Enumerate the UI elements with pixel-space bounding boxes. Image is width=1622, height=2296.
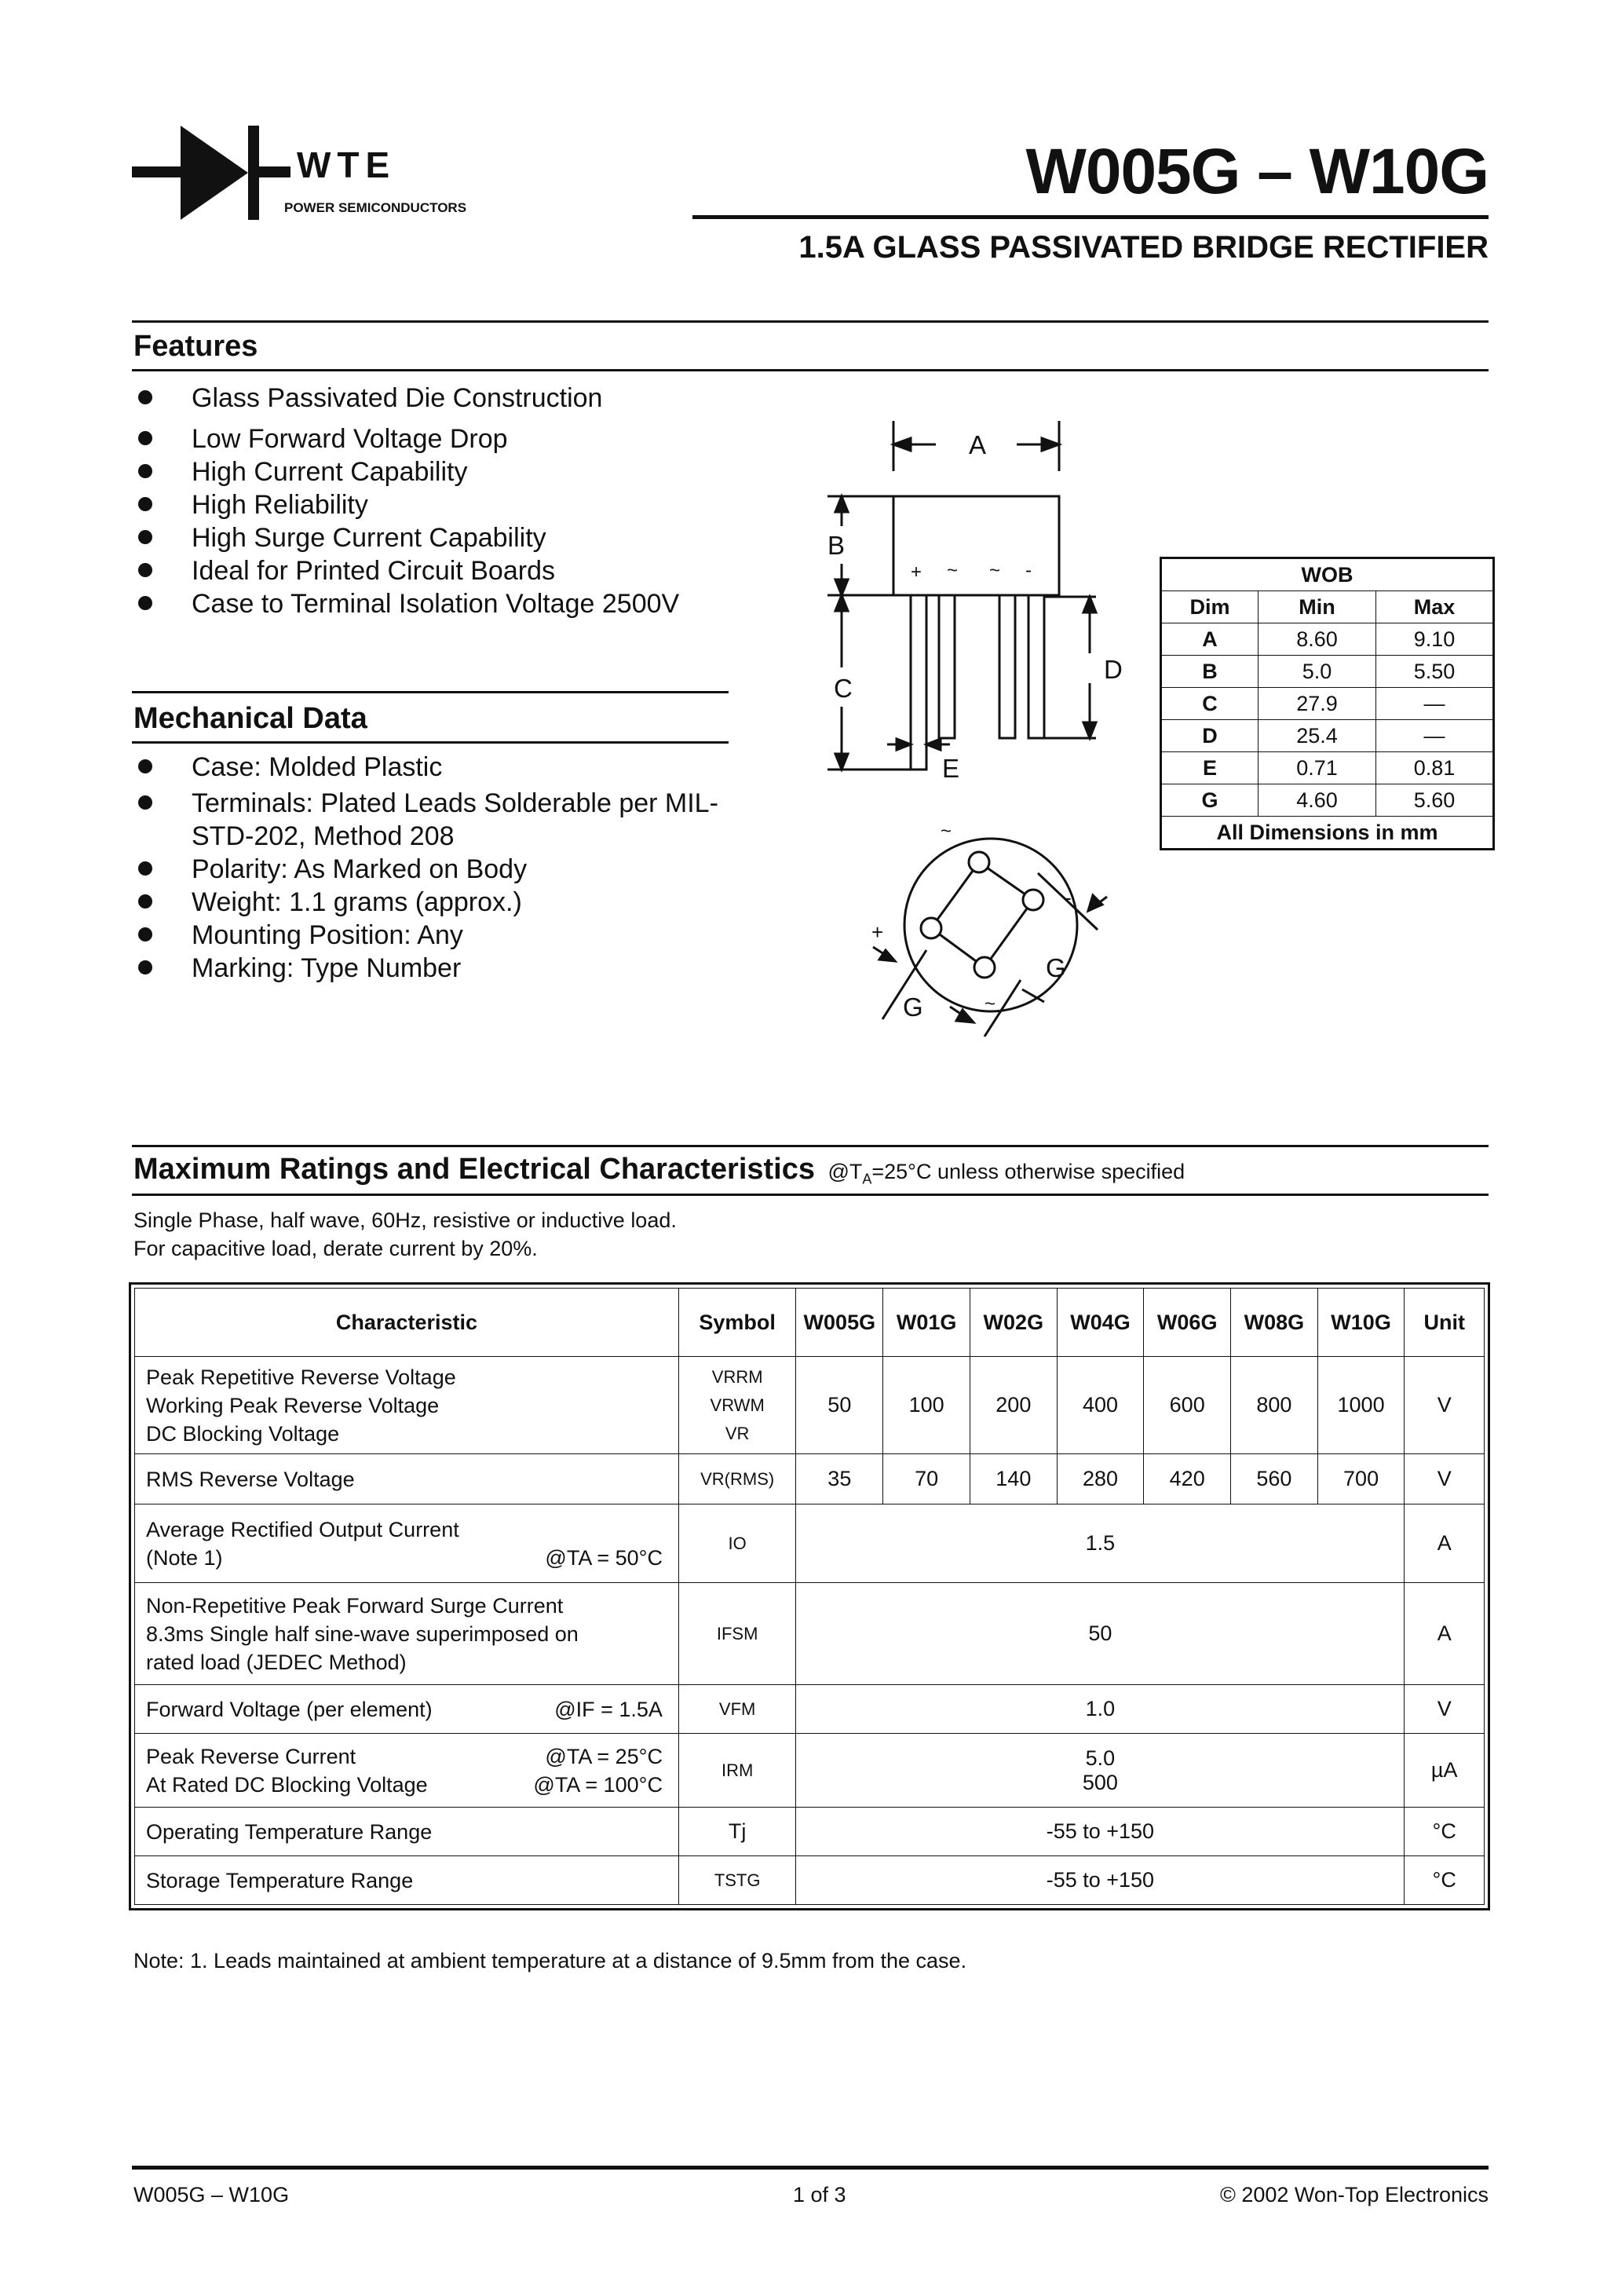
pin-minus-label: - [1065,886,1072,909]
unit-cell: °C [1405,1856,1485,1905]
pin-ac-label: ~ [985,993,996,1015]
table-row [135,1357,1485,1454]
characteristic-cell: Operating Temperature Range [135,1808,679,1856]
brand-name: WTE [297,144,396,185]
table-cell: 4.60 [1259,784,1376,817]
column-header: Dim [1161,591,1259,623]
column-header: W08G [1231,1289,1318,1357]
value-cell: 1000 [1317,1357,1405,1454]
table-header-row [135,1289,1485,1357]
condition-label: @TA = 50°C [545,1545,663,1570]
value-cell: 700 [1317,1454,1405,1504]
table-row [1161,752,1494,784]
column-header: Min [1259,591,1376,623]
symbol-cell: IRM [678,1734,795,1808]
table-row [1161,623,1494,656]
ratings-notes [133,1206,677,1263]
package-name: WOB [1161,558,1494,591]
copyright: © 2002 Won-Top Electronics [1219,2183,1489,2206]
symbol-cell: VRRM VRWM VR [678,1357,795,1454]
unit-cell: A [1405,1583,1485,1685]
table-row [135,1583,1485,1685]
unit-cell: °C [1405,1808,1485,1856]
value-cell: 800 [1231,1357,1318,1454]
table-cell: — [1376,720,1494,752]
column-header: W01G [883,1289,970,1357]
table-cell: 5.0 [1259,656,1376,688]
value-cell: 400 [1057,1357,1144,1454]
value-cell: -55 to +150 [796,1856,1405,1905]
list-item: Polarity: As Marked on Body [133,853,730,886]
table-row [1161,784,1494,817]
value-cell: 1.0 [796,1685,1405,1734]
pin-minus-label: - [1025,560,1032,581]
dimensions-footer: All Dimensions in mm [1161,817,1494,850]
table-row [135,1685,1485,1734]
pin-plus-label: + [911,561,922,583]
unit-cell: µA [1405,1734,1485,1808]
list-item: Ideal for Printed Circuit Boards [133,554,777,587]
list-item: Glass Passivated Die Construction [133,382,777,415]
table-row [135,1856,1485,1905]
diode-logo-icon [132,119,477,229]
footnote: Note: 1. Leads maintained at ambient temperature at a distance of 9.5mm from the case. [133,1949,967,1972]
unit-cell: V [1405,1357,1485,1454]
table-cell: D [1161,720,1259,752]
ratings-condition: $@T_A=25^\circ C$ unless otherwise specified [827,1160,1185,1187]
dimensions-table [1160,557,1495,850]
dim-label-e: E [942,754,960,783]
divider [132,369,1489,371]
condition-label: @IF = 1.5A [554,1697,663,1721]
value-cell: 1.5 [796,1504,1405,1583]
value-cell: 35 [796,1454,883,1504]
mechanical-list [133,751,730,985]
table-cell: 27.9 [1259,688,1376,720]
value-cell: 50 [796,1583,1405,1685]
title-rule [692,215,1489,219]
dim-label-d: D [1104,655,1123,684]
list-item: High Reliability [133,488,777,521]
divider [132,1194,1489,1196]
value-cell: 280 [1057,1454,1144,1504]
unit-cell: V [1405,1454,1485,1504]
table-row [135,1808,1485,1856]
value-cell: 100 [883,1357,970,1454]
divider [132,741,729,744]
value-cell: 140 [970,1454,1057,1504]
table-cell: 25.4 [1259,720,1376,752]
characteristic-cell: Peak Reverse Current @TA = 25°C At Rated DC Blocking Voltage @TA = 100°C [135,1734,679,1808]
table-row [135,1734,1485,1808]
package-outline-diagram [801,408,1162,1060]
value-cell: 200 [970,1357,1057,1454]
column-header: W02G [970,1289,1057,1357]
list-item: Mounting Position: Any [133,919,730,952]
column-header: Unit [1405,1289,1485,1357]
value-cell: -55 to +150 [796,1808,1405,1856]
ratings-table-frame [129,1282,1490,1910]
table-cell: 0.81 [1376,752,1494,784]
characteristic-cell: RMS Reverse Voltage [135,1454,679,1504]
list-item: Terminals: Plated Leads Solderable per MIL-STD-202, Method 208 [133,787,730,853]
pin-ac-label: ~ [941,821,952,842]
column-header: Max [1376,591,1494,623]
symbol-cell: IO [678,1504,795,1583]
column-header: W005G [796,1289,883,1357]
column-header: W06G [1144,1289,1231,1357]
condition-label: @TA = 25°C [545,1744,663,1768]
symbol-cell: Tj [678,1808,795,1856]
table-row [1161,656,1494,688]
dim-label-g: G [1046,953,1066,982]
value-cell: 50 [796,1357,883,1454]
page-title: W005G – W10G [1025,136,1489,207]
dim-label-g: G [903,993,923,1022]
table-row [135,1454,1485,1504]
features-list [133,382,777,620]
divider [132,1145,1489,1147]
table-row [1161,688,1494,720]
symbol-cell: VR(RMS) [678,1454,795,1504]
column-header: Symbol [678,1289,795,1357]
column-header: W04G [1057,1289,1144,1357]
list-item: High Surge Current Capability [133,521,777,554]
footer-rule [132,2166,1489,2170]
divider [132,691,729,693]
value-cell: 5.0 500 [796,1734,1405,1808]
characteristic-cell: Forward Voltage (per element) @IF = 1.5A [135,1685,679,1734]
pin-ac-label: ~ [947,560,959,581]
list-item: High Current Capability [133,455,777,488]
ratings-title: Maximum Ratings and Electrical Characteristics [133,1153,815,1186]
ratings-table [134,1288,1485,1905]
symbol-cell: IFSM [678,1583,795,1685]
wte-logo [132,119,477,229]
table-cell: 5.60 [1376,784,1494,817]
page-number: 1 of 3 [793,2183,846,2206]
ratings-heading [133,1153,1185,1187]
characteristic-cell: Average Rectified Output Current (Note 1) @TA = 50°C [135,1504,679,1583]
table-cell: 9.10 [1376,623,1494,656]
table-cell: 8.60 [1259,623,1376,656]
dim-label-b: B [827,531,846,560]
value-cell: 560 [1231,1454,1318,1504]
list-item: Weight: 1.1 grams (approx.) [133,886,730,919]
value-cell: 70 [883,1454,970,1504]
note-line: For capacitive load, derate current by 20%. [133,1237,538,1260]
list-item: Low Forward Voltage Drop [133,422,777,455]
table-cell: E [1161,752,1259,784]
footer-part: W005G – W10G [133,2183,290,2206]
characteristic-cell: Non-Repetitive Peak Forward Surge Current 8.3ms Single half sine-wave superimposed on rated load (JEDEC Method) [135,1583,679,1685]
symbol-cell: TSTG [678,1856,795,1905]
divider [132,320,1489,323]
features-title: Features [133,330,258,363]
characteristic-cell: Peak Repetitive Reverse Voltage Working Peak Reverse Voltage DC Blocking Voltage [135,1357,679,1454]
list-item: Marking: Type Number [133,952,730,985]
pin-ac-label: ~ [989,560,1001,581]
value-cell: 600 [1144,1357,1231,1454]
table-cell: C [1161,688,1259,720]
value-cell: 420 [1144,1454,1231,1504]
table-row [1161,720,1494,752]
table-cell: 0.71 [1259,752,1376,784]
condition-label: @TA = 100°C [533,1772,663,1797]
pin-plus-label: + [871,920,884,944]
table-cell: 5.50 [1376,656,1494,688]
unit-cell: V [1405,1685,1485,1734]
brand-subtitle: POWER SEMICONDUCTORS [284,200,467,215]
note-line: Single Phase, half wave, 60Hz, resistive or inductive load. [133,1208,677,1232]
list-item: Case to Terminal Isolation Voltage 2500V [133,587,777,620]
characteristic-cell: Storage Temperature Range [135,1856,679,1905]
unit-cell: A [1405,1504,1485,1583]
dim-label-c: C [834,674,853,703]
dim-label-a: A [969,430,987,459]
page-subtitle: 1.5A GLASS PASSIVATED BRIDGE RECTIFIER [798,230,1489,265]
table-cell: B [1161,656,1259,688]
table-cell: — [1376,688,1494,720]
table-row [135,1504,1485,1583]
table-cell: G [1161,784,1259,817]
mechanical-title: Mechanical Data [133,702,367,735]
column-header: W10G [1317,1289,1405,1357]
table-cell: A [1161,623,1259,656]
list-item: Case: Molded Plastic [133,751,730,784]
symbol-cell: VFM [678,1685,795,1734]
column-header: Characteristic [135,1289,679,1357]
